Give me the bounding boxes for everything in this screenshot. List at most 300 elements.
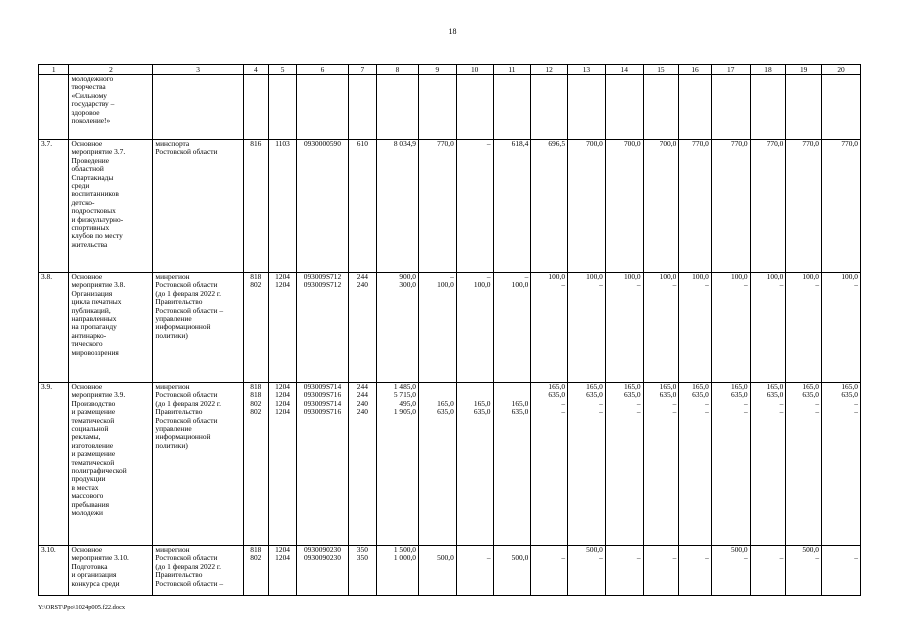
cell-line: 1204 [275,390,290,400]
cell-col-20 [822,140,861,273]
cell-col-17 [711,75,750,140]
cell-line: 770,0 [802,139,820,148]
cell-line: – [599,407,603,417]
cell-col-12 [531,273,568,383]
cell-line: – [561,280,566,290]
cell-line: 802 [250,398,262,408]
cell-line: 500,0 [731,545,748,554]
cell-line: спортивных [71,223,110,233]
cell-col-2 [69,273,153,383]
cell-col-10 [456,75,493,140]
cell-col-11 [493,383,531,546]
cell-line: – [743,407,748,417]
cell-line: мероприятие 3.8. [71,280,126,290]
cell-line: 818 [250,545,262,554]
cell-line: 244 [356,382,368,391]
cell-col-5 [268,546,296,596]
cell-line: 093009S712 [303,272,342,281]
cell-col-4 [243,140,268,273]
cell-line: 610 [356,139,368,148]
cell-line: информационной [155,432,211,442]
cell-col-18 [750,273,786,383]
cell-line: 165,0 [623,382,641,391]
cell-col-2 [69,546,153,596]
cell-line: мероприятие 3.9. [71,390,126,400]
cell-line: среди [71,181,90,191]
cell-line: – [705,398,709,408]
column-number-4: 4 [243,65,268,75]
cell-line: 770,0 [766,139,784,148]
cell-line: – [815,398,820,408]
cell-line: 635,0 [766,390,784,400]
cell-line: Проведение [71,155,110,165]
cell-col-7 [348,140,376,273]
cell-line: 500,0 [437,553,454,563]
cell-col-12 [531,383,568,546]
cell-line: 635,0 [841,390,858,400]
cell-line: 1204 [275,545,290,554]
cell-col-4 [243,383,268,546]
cell-line: тематической [71,415,115,425]
cell-line: – [636,553,641,563]
column-number-13: 13 [568,65,606,75]
column-number-17: 17 [711,65,750,75]
cell-line: жительства [71,239,108,249]
cell-line: 500,0 [511,553,529,563]
cell-line: и физкультурно- [71,214,124,224]
cell-line: 635,0 [623,390,641,400]
cell-col-13 [568,383,606,546]
cell-col-16 [679,140,712,273]
cell-line: – [854,407,858,417]
cell-col-19 [786,273,822,383]
cell-line: минрегион [155,272,190,281]
cell-line: Подготовка [71,561,108,571]
cell-col-8 [377,546,419,596]
cell-line: детско- [71,197,95,207]
cell-col-12 [531,75,568,140]
cell-line: молодежного [71,74,114,83]
cell-line: 1204 [275,553,290,563]
page-number: 18 [448,27,457,36]
cell-line: Спартакиады [71,172,114,182]
cell-line: 100,0 [766,272,784,281]
cell-line: минспорта [155,139,190,148]
cell-line [459,383,491,391]
cell-line: 495,0 [399,398,416,408]
cell-line: 635,0 [802,390,820,400]
cell-line: 1204 [275,280,290,290]
cell-line: 100,0 [473,280,491,290]
cell-col-15 [643,383,679,546]
cell-line: – [779,280,784,290]
cell-line: – [815,280,820,290]
cell-line: 618,4 [511,139,529,148]
cell-line: 700,0 [586,139,603,148]
cell-line: Ростовской области [155,280,218,290]
cell-col-15 [643,546,679,596]
cell-line: 0930090230 [303,553,341,563]
cell-line: Ростовской области – [155,305,224,315]
cell-line: 818 [250,272,262,281]
cell-line: социальной [71,424,109,434]
cell-line: 802 [250,407,262,417]
cell-line: 5 715,0 [393,390,416,400]
cell-line: 816 [250,139,262,148]
cell-line: 165,0 [841,382,858,391]
cell-col-17 [711,546,750,596]
cell-col-15 [643,75,679,140]
cell-col-6 [297,140,348,273]
column-number-1: 1 [39,65,69,75]
column-number-5: 5 [268,65,296,75]
cell-line: 350 [356,553,368,563]
cell-col-8 [377,140,419,273]
cell-col-6 [297,273,348,383]
cell-col-13 [568,140,606,273]
cell-col-4 [243,273,268,383]
cell-col-17 [711,273,750,383]
cell-line: 700,0 [659,139,677,148]
cell-col-14 [605,75,643,140]
cell-line: 100,0 [623,272,641,281]
cell-col-14 [605,273,643,383]
cell-line: 165,0 [802,382,820,391]
cell-line [824,546,858,554]
cell-line: 093009S712 [303,280,342,290]
cell-line: конкурса среди [71,578,120,588]
cell-col-5 [268,383,296,546]
cell-line: – [705,407,709,417]
cell-col-9 [419,273,457,383]
cell-line: – [672,280,677,290]
cell-col-1: 3.8. [39,273,69,383]
cell-line: Основное [71,272,103,281]
cell-line: – [599,280,603,290]
cell-line: – [743,398,748,408]
cell-col-11 [493,75,531,140]
cell-line: (до 1 февраля 2022 г. [155,288,221,298]
column-number-15: 15 [643,65,679,75]
cell-col-18 [750,546,786,596]
cell-line: 093009S714 [303,398,342,408]
cell-col-18 [750,75,786,140]
cell-line: – [854,280,858,290]
cell-line: – [561,553,566,563]
cell-line: 635,0 [731,390,748,400]
cell-col-5 [268,75,296,140]
cell-line: – [561,398,566,408]
cell-line: 165,0 [659,382,677,391]
cell-col-6 [297,546,348,596]
cell-line: молодежи [71,508,103,518]
cell-line: 165,0 [437,398,454,408]
cell-line: Ростовской области – [155,578,224,588]
cell-line: 244 [356,272,368,281]
cell-col-8 [377,75,419,140]
cell-line: на пропаганду [71,322,117,332]
cell-col-3 [153,273,243,383]
cell-col-14 [605,383,643,546]
cell-line: Основное [71,139,103,148]
column-number-14: 14 [605,65,643,75]
cell-col-16 [679,75,712,140]
cell-col-4 [243,546,268,596]
cell-col-20 [822,546,861,596]
cell-line: Правительство [155,297,203,307]
cell-line: – [779,398,784,408]
cell-col-9 [419,140,457,273]
cell-line: – [561,407,566,417]
cell-line: 100,0 [586,272,603,281]
column-number-18: 18 [750,65,786,75]
cell-line: 1 500,0 [393,545,416,554]
cell-line: (до 1 февраля 2022 г. [155,398,221,408]
cell-line: 093009S716 [303,390,342,400]
cell-line: 093009S716 [303,407,342,417]
cell-col-16 [679,546,712,596]
cell-line: 1 000,0 [393,553,416,563]
cell-line [496,383,529,391]
cell-col-3 [153,75,243,140]
table-row [39,140,861,273]
cell-line: Производство [71,398,116,408]
cell-col-1 [39,75,69,140]
file-path-footer: Y:\ORST\Ppo\1024p005.f22.docx [38,604,126,611]
cell-line: – [599,398,603,408]
table-row [39,75,861,140]
column-number-16: 16 [679,65,712,75]
table-row [39,273,861,383]
cell-line: – [815,407,820,417]
cell-line: Ростовской области [155,553,218,563]
cell-line: управление [155,314,192,324]
cell-col-19 [786,383,822,546]
cell-line: 900,0 [399,272,416,281]
cell-line: 635,0 [511,407,529,417]
cell-line: Ростовской области [155,390,218,400]
cell-line: воспитанников [71,189,119,199]
cell-line: – [636,407,641,417]
cell-col-11 [493,140,531,273]
cell-line [753,546,784,554]
cell-line: 635,0 [548,390,566,400]
cell-col-16 [679,383,712,546]
cell-line: 350 [356,545,368,554]
cell-line: 100,0 [802,272,820,281]
cell-line: 240 [356,398,368,408]
cell-col-6 [297,383,348,546]
cell-col-10 [456,383,493,546]
cell-line: тического [71,339,103,349]
cell-line: 165,0 [473,398,491,408]
cell-line: «Сильному [71,90,107,100]
cell-line: пребывания [71,499,110,509]
cell-line: 770,0 [437,139,454,148]
cell-line: 240 [356,407,368,417]
cell-col-10 [456,273,493,383]
cell-line: 300,0 [399,280,416,290]
cell-line: – [486,139,491,148]
cell-col-1: 3.10. [39,546,69,596]
cell-line: – [524,272,529,281]
cell-line [646,546,677,554]
cell-line: – [672,398,677,408]
cell-line: областной [71,164,104,174]
cell-line: – [815,553,820,563]
cell-line: – [672,553,677,563]
budget-table [38,64,861,596]
cell-line: здоровое [71,107,100,117]
cell-col-2 [69,383,153,546]
cell-col-13 [568,75,606,140]
cell-line: государству – [71,99,115,109]
cell-col-19 [786,546,822,596]
cell-line: – [779,553,784,563]
cell-line: 770,0 [841,139,858,148]
cell-line: – [705,280,709,290]
cell-line: – [450,272,454,281]
cell-line: – [636,398,641,408]
cell-col-9 [419,546,457,596]
cell-line: – [486,553,491,563]
cell-line: – [705,553,709,563]
cell-col-19 [786,75,822,140]
column-number-6: 6 [297,65,348,75]
column-number-9: 9 [419,65,457,75]
cell-line: 818 [250,390,262,400]
cell-line: 1204 [275,407,290,417]
cell-line: 770,0 [731,139,748,148]
cell-line: цикла печатных [71,297,122,307]
cell-col-4 [243,75,268,140]
cell-line: изготовление [71,440,114,450]
cell-line [459,546,491,554]
cell-line: 635,0 [659,390,677,400]
cell-line: 165,0 [692,382,709,391]
cell-col-18 [750,383,786,546]
cell-col-17 [711,140,750,273]
cell-col-10 [456,546,493,596]
cell-col-2 [69,140,153,273]
cell-col-1: 3.7. [39,140,69,273]
table-row [39,383,861,546]
column-number-12: 12 [531,65,568,75]
cell-line: управление [155,424,192,434]
cell-line: 1 905,0 [393,407,416,417]
cell-col-7 [348,383,376,546]
cell-col-12 [531,546,568,596]
cell-line: 500,0 [586,545,603,554]
cell-col-14 [605,140,643,273]
cell-line: 165,0 [731,382,748,391]
cell-col-3 [153,383,243,546]
cell-line: 1204 [275,272,290,281]
cell-col-3 [153,546,243,596]
cell-line: 165,0 [766,382,784,391]
cell-line: 818 [250,382,262,391]
cell-line: антинарко- [71,330,107,340]
cell-line: – [854,398,858,408]
cell-line: – [599,553,603,563]
cell-line: направленных [71,314,117,324]
column-number-10: 10 [456,65,493,75]
cell-line: 1204 [275,398,290,408]
cell-line: клубов по месту [71,231,123,241]
cell-col-20 [822,383,861,546]
cell-line: минрегион [155,382,190,391]
cell-line: 1 485,0 [393,382,416,391]
cell-line: и организация [71,570,117,580]
cell-line: поколение!» [71,116,111,126]
cell-line: – [743,553,748,563]
cell-line: мировоззрения [71,347,119,357]
cell-col-10 [456,140,493,273]
cell-col-13 [568,546,606,596]
cell-line: массового [71,491,104,501]
cell-line: Правительство [155,570,203,580]
cell-line: – [743,280,748,290]
cell-line: 100,0 [731,272,748,281]
cell-line: 244 [356,390,368,400]
cell-line: 802 [250,553,262,563]
cell-line: политики) [155,440,188,450]
cell-col-1: 3.9. [39,383,69,546]
cell-line: и размещение [71,449,116,459]
column-number-11: 11 [493,65,531,75]
cell-line: 635,0 [586,390,603,400]
cell-line: – [672,407,677,417]
cell-line: и размещение [71,407,116,417]
cell-line: 240 [356,280,368,290]
cell-line: 093009S714 [303,382,342,391]
cell-col-11 [493,546,531,596]
cell-line: минрегион [155,545,190,554]
cell-line: мероприятие 3.7. [71,147,126,157]
cell-col-19 [786,140,822,273]
cell-line: (до 1 февраля 2022 г. [155,561,221,571]
cell-line: 165,0 [548,382,566,391]
cell-line: 635,0 [692,390,709,400]
cell-col-15 [643,140,679,273]
cell-col-8 [377,383,419,546]
cell-line: – [779,407,784,417]
cell-line: Правительство [155,407,203,417]
cell-col-8 [377,273,419,383]
column-number-row [39,65,861,75]
cell-col-5 [268,140,296,273]
cell-line: рекламы, [71,432,101,442]
cell-col-13 [568,273,606,383]
cell-col-20 [822,273,861,383]
cell-line: продукции [71,474,106,484]
cell-line: 0930090230 [303,545,341,554]
cell-line: – [854,553,858,563]
cell-line: 165,0 [511,398,529,408]
cell-line: полиграфической [71,466,127,476]
cell-col-7 [348,273,376,383]
cell-col-7 [348,546,376,596]
cell-col-2 [69,75,153,140]
cell-line: политики) [155,330,188,340]
cell-col-3 [153,140,243,273]
cell-line: творчества [71,82,106,92]
cell-line: информационной [155,322,211,332]
cell-col-15 [643,273,679,383]
column-number-7: 7 [348,65,376,75]
cell-line: 700,0 [623,139,641,148]
table-row [39,546,861,596]
